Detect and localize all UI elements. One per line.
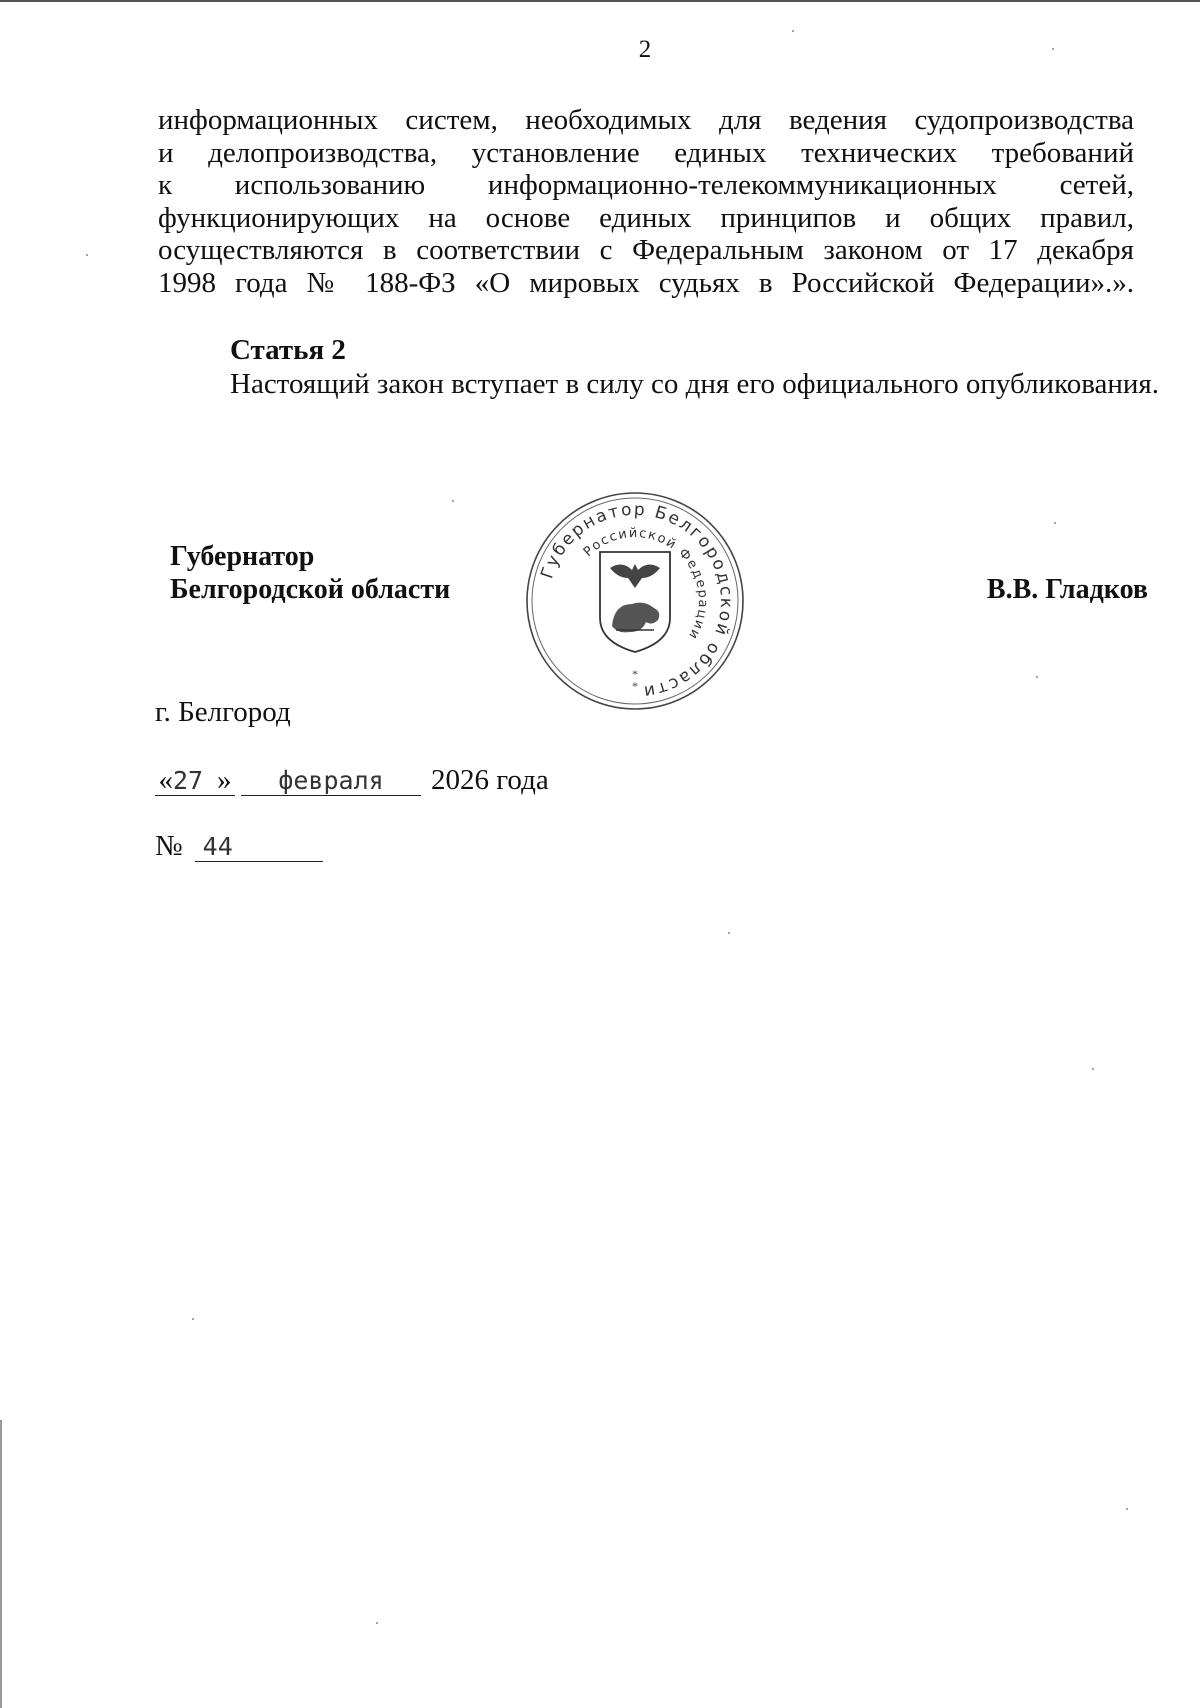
paragraph-line: к использованию информационно-телекоммуникационных сетей, xyxy=(158,169,1134,201)
date-month-field xyxy=(241,766,421,796)
date-day-field xyxy=(155,766,235,796)
signing-date xyxy=(155,764,549,797)
signatory-name: В.В. Гладков xyxy=(986,574,1148,605)
document-number xyxy=(155,830,323,863)
scan-edge-top xyxy=(0,0,1200,2)
number-label: № xyxy=(155,830,183,862)
law-paragraph xyxy=(158,104,1134,299)
scan-speck xyxy=(1052,48,1054,50)
paragraph-line: информационных систем, необходимых для ведения судопроизводства xyxy=(158,104,1134,136)
paragraph-line: 1998 года № 188-ФЗ «О мировых судьях в Российской Федерации».». xyxy=(158,266,1134,299)
number-field xyxy=(195,832,323,862)
paragraph-line: функционирующих на основе единых принципов и общих правил, xyxy=(158,201,1134,234)
scan-speck xyxy=(1054,522,1056,524)
date-year: 2026 года xyxy=(431,764,549,796)
scan-speck xyxy=(728,932,730,934)
seal-outer-path: Губернатор Белгородской области xyxy=(537,499,737,702)
scan-speck xyxy=(192,1318,194,1320)
paragraph-line: осуществляются в соответствии с Федеральным законом от 17 декабря xyxy=(158,234,1134,266)
signatory-position xyxy=(170,540,450,606)
city-line: г. Белгород xyxy=(155,696,291,728)
scan-speck xyxy=(376,1622,378,1624)
article-text: Настоящий закон вступает в силу со дня его официального опубликования. xyxy=(230,368,1160,400)
position-line: Белгородской области xyxy=(170,574,451,605)
scan-speck xyxy=(792,30,794,32)
page-number: 2 xyxy=(638,36,652,63)
scan-speck xyxy=(1036,676,1038,678)
date-month: февраля xyxy=(278,766,384,795)
paragraph-line: и делопроизводства, установление единых технических требований xyxy=(158,136,1134,169)
scan-speck xyxy=(1126,1508,1128,1510)
scan-speck xyxy=(452,500,454,502)
seal-star-icon: * xyxy=(632,679,638,693)
scan-edge-left xyxy=(0,1420,2,1708)
official-seal xyxy=(524,490,746,712)
date-close-quote: » xyxy=(217,764,232,796)
date-day: 27 xyxy=(172,766,204,795)
seal-inner-textpath: Российской Федерации xyxy=(580,525,711,643)
article-title: Статья 2 xyxy=(230,334,346,366)
scan-speck xyxy=(1092,1068,1094,1070)
seal-star-icon: * xyxy=(632,667,638,681)
number-value: 44 xyxy=(202,832,233,861)
scan-speck xyxy=(86,254,88,256)
date-open-quote: « xyxy=(158,764,173,796)
position-line: Губернатор xyxy=(170,541,315,572)
coat-of-arms-icon xyxy=(600,552,670,652)
